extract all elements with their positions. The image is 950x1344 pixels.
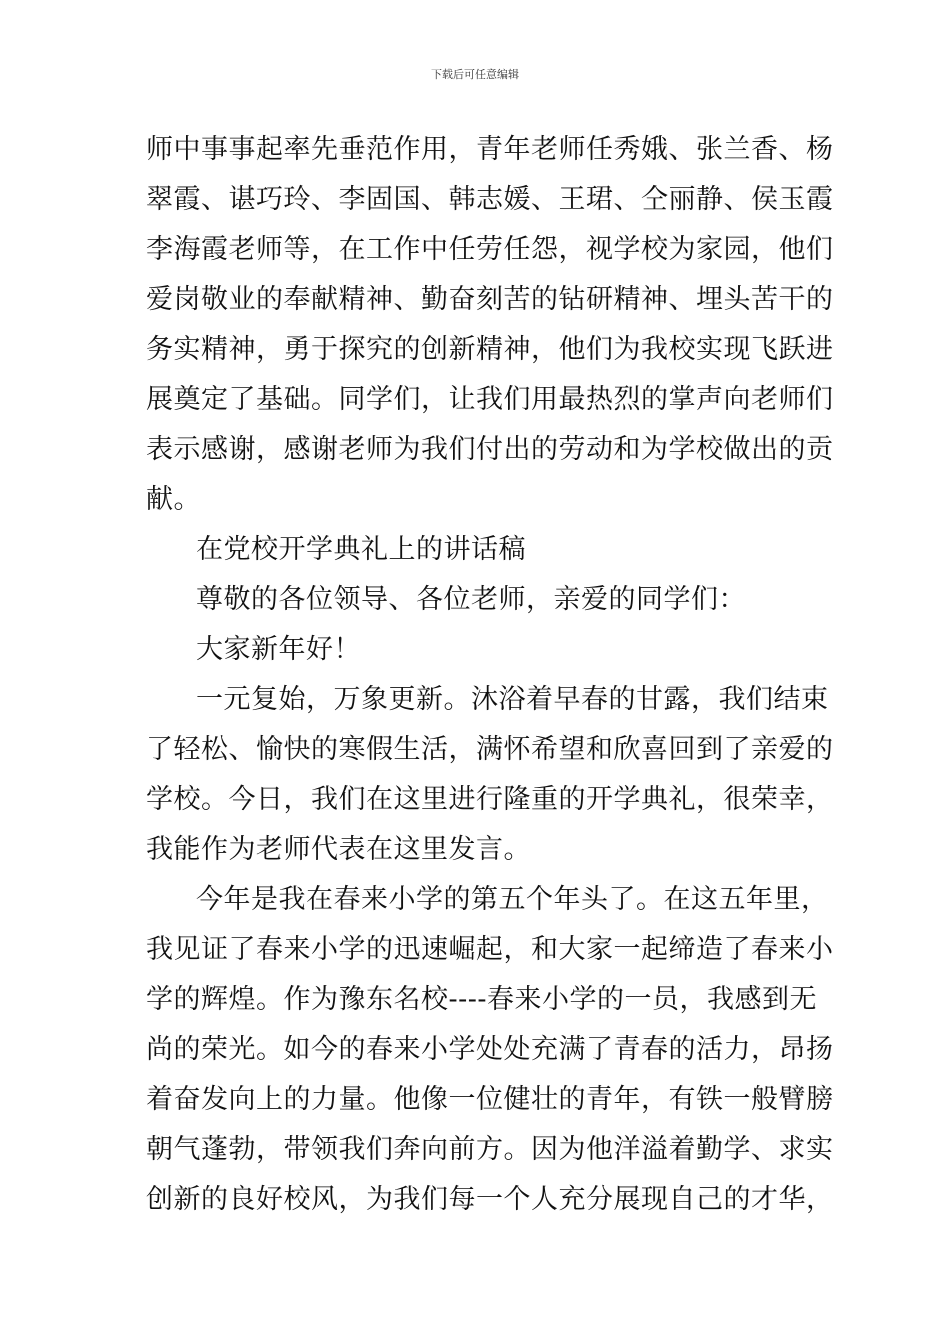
page-header: 下载后可任意编辑 [431, 68, 519, 81]
greeting: 大家新年好！ [196, 634, 361, 665]
text-line: 学校。今日，我们在这里进行隆重的开学典礼，很荣幸， [146, 784, 834, 815]
text-line: 着奋发向上的力量。他像一位健壮的青年，有铁一般臂膀 [146, 1084, 834, 1115]
text-line: 务实精神，勇于探究的创新精神，他们为我校实现飞跃进 [146, 334, 834, 365]
text-line: 爱岗敬业的奉献精神、勤奋刻苦的钻研精神、埋头苦干的 [146, 284, 834, 315]
text-line: 今年是我在春来小学的第五个年头了。在这五年里， [196, 884, 829, 915]
text-line: 朝气蓬勃，带领我们奔向前方。因为他洋溢着勤学、求实 [146, 1134, 834, 1165]
text-line: 李海霞老师等，在工作中任劳任怨，视学校为家园，他们 [146, 234, 834, 265]
text-line: 学的辉煌。作为豫东名校----春来小学的一员，我感到无 [146, 984, 817, 1015]
text-line: 一元复始，万象更新。沐浴着早春的甘露，我们结束 [196, 684, 829, 715]
text-line: 师中事事起率先垂范作用，青年老师任秀娥、张兰香、杨 [146, 134, 834, 165]
text-line: 表示感谢，感谢老师为我们付出的劳动和为学校做出的贡 [146, 434, 834, 465]
text-line: 我能作为老师代表在这里发言。 [146, 834, 531, 865]
section-title: 在党校开学典礼上的讲话稿 [196, 534, 526, 565]
text-line: 翠霞、谌巧玲、李固国、韩志媛、王珺、仝丽静、侯玉霞 [146, 184, 834, 215]
text-line: 了轻松、愉快的寒假生活，满怀希望和欣喜回到了亲爱的 [146, 734, 834, 765]
text-line: 我见证了春来小学的迅速崛起，和大家一起缔造了春来小 [146, 934, 834, 965]
text-line: 献。 [146, 484, 201, 515]
text-line: 尚的荣光。如今的春来小学处处充满了青春的活力，昂扬 [146, 1034, 834, 1065]
text-line: 创新的良好校风，为我们每一个人充分展现自己的才华， [146, 1184, 834, 1215]
salutation: 尊敬的各位领导、各位老师，亲爱的同学们： [196, 584, 746, 615]
text-line: 展奠定了基础。同学们，让我们用最热烈的掌声向老师们 [146, 384, 834, 415]
